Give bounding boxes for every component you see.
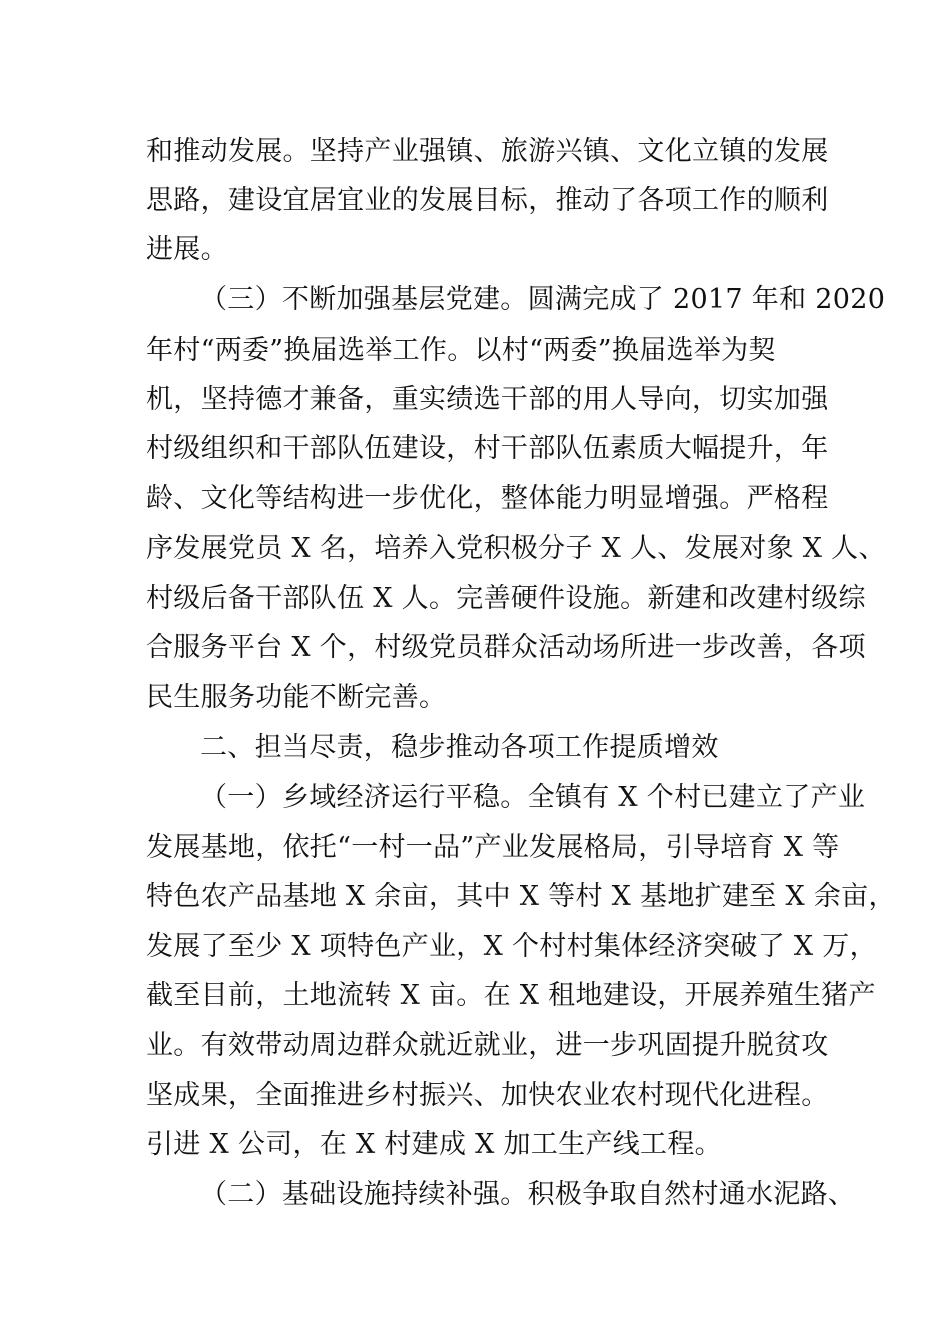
text-line: （二）基础设施持续补强。积极争取自然村通水泥路、 — [200, 1179, 856, 1210]
text-line: 和推动发展。坚持产业强镇、旅游兴镇、文化立镇的发展 — [146, 136, 829, 167]
text-line: 发展了至少 X 项特色产业，X 个村村集体经济突破了 X 万， — [146, 931, 877, 962]
text-line: 村级后备干部队伍 X 人。完善硬件设施。新建和改建村级综 — [146, 583, 866, 614]
text-line: 特色农产品基地 X 余亩，其中 X 等村 X 基地扩建至 X 余亩， — [146, 881, 896, 912]
text-line: （三）不断加强基层党建。圆满完成了 2017 年和 2020 — [200, 284, 886, 315]
text-line: （一）乡域经济运行平稳。全镇有 X 个村已建立了产业 — [200, 782, 866, 813]
text-line: 机，坚持德才兼备，重实绩选干部的用人导向，切实加强 — [146, 384, 829, 415]
text-line: 村级组织和干部队伍建设，村干部队伍素质大幅提升，年 — [146, 433, 829, 464]
text-line: 进展。 — [146, 234, 228, 265]
text-line: 年村“两委”换届选举工作。以村“两委”换届选举为契 — [146, 335, 776, 366]
text-line: 坚成果，全面推进乡村振兴、加快农业农村现代化进程。 — [146, 1080, 829, 1111]
text-line: 引进 X 公司，在 X 村建成 X 加工生产线工程。 — [146, 1129, 722, 1160]
text-line: 合服务平台 X 个，村级党员群众活动场所进一步改善，各项 — [146, 632, 866, 663]
text-line: 思路，建设宜居宜业的发展目标，推动了各项工作的顺利 — [146, 185, 829, 216]
text-line: 截至目前，土地流转 X 亩。在 X 租地建设，开展养殖生猪产 — [146, 980, 876, 1011]
text-line: 龄、文化等结构进一步优化，整体能力明显增强。严格程 — [146, 483, 829, 514]
section-heading: 二、担当尽责，稳步推动各项工作提质增效 — [200, 732, 719, 763]
text-line: 业。有效带动周边群众就近就业，进一步巩固提升脱贫攻 — [146, 1030, 829, 1061]
text-line: 序发展党员 X 名，培养入党积极分子 X 人、发展对象 X 人、 — [146, 533, 886, 564]
text-line: 民生服务功能不断完善。 — [146, 682, 447, 713]
text-line: 发展基地，依托“一村一品”产业发展格局，引导培育 X 等 — [146, 832, 840, 863]
